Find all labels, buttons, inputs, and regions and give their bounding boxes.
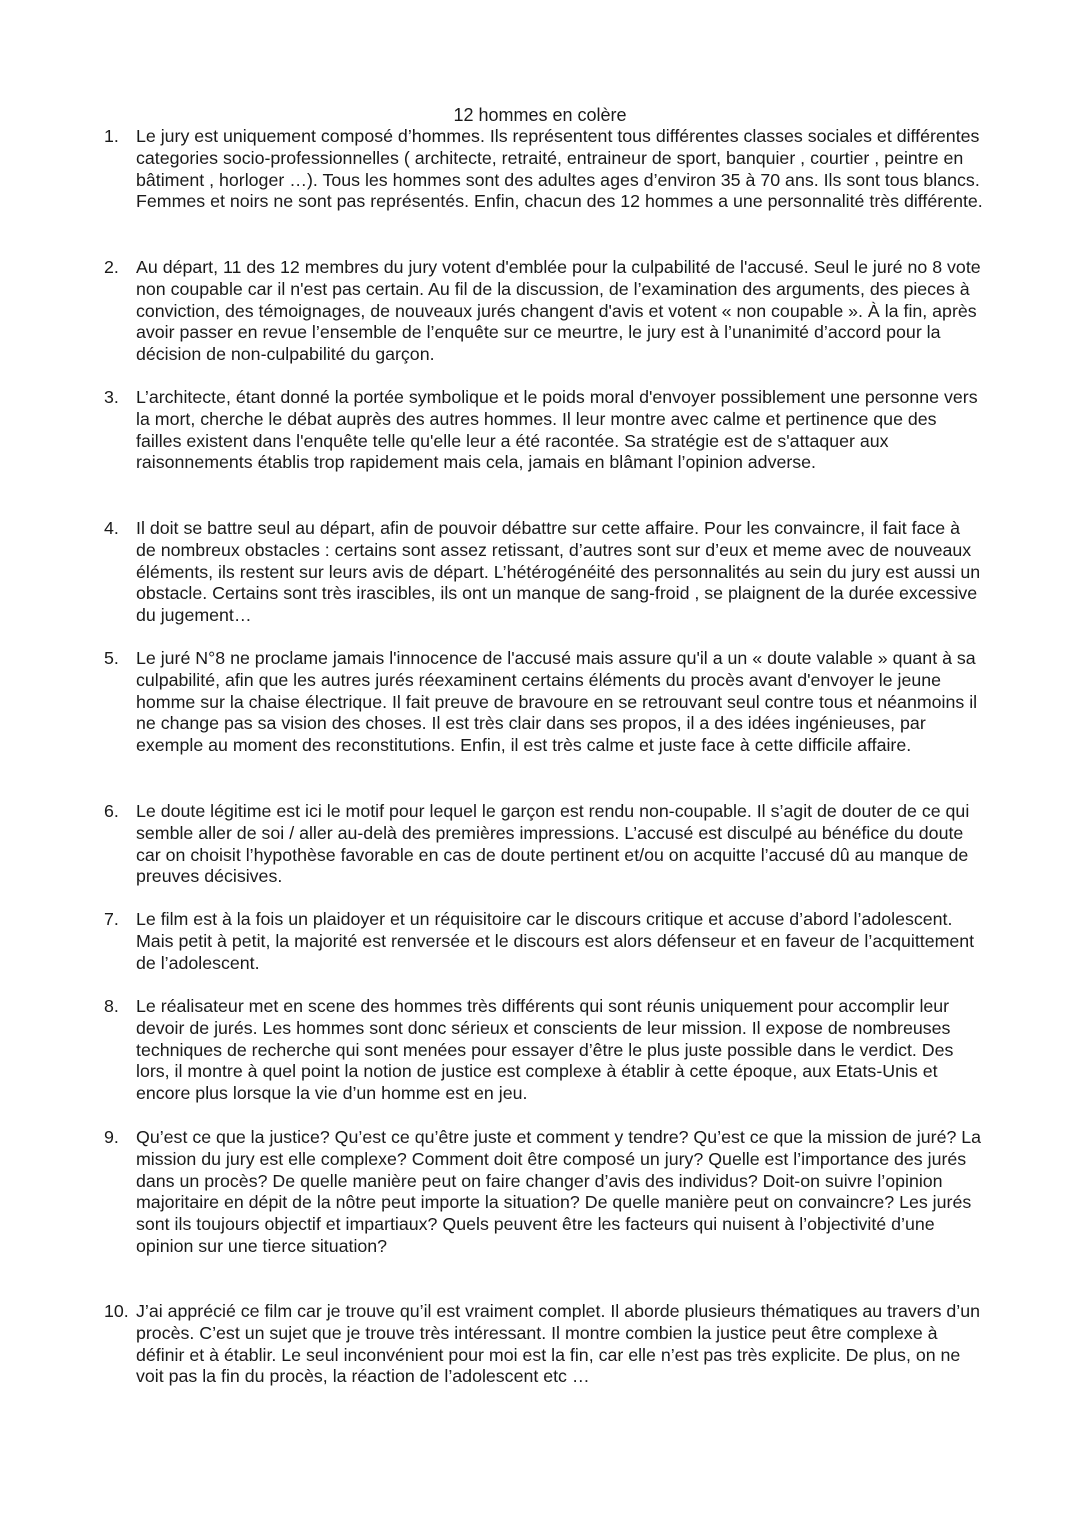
list-item-text: Le film est à la fois un plaidoyer et un réquisitoire car le discours critique et accuse d’abord l’adolescent. Mais petit à petit, la majorité est renversée et le discours est alors défenseur et en faveur de l’acquittement de l’adolescent.: [136, 909, 975, 973]
list-item-9: [104, 1127, 984, 1258]
list-item-10: [104, 1301, 984, 1388]
list-item-8: [104, 996, 984, 1105]
list-item-number: 3.: [104, 387, 119, 407]
document-title: 12 hommes en colère: [453, 105, 627, 125]
list-item-number: 2.: [104, 257, 119, 277]
list-item-text: Le réalisateur met en scene des hommes très différents qui sont réunis uniquement pour accomplir leur devoir de jurés. Les hommes sont donc sérieux et conscients de leur mission. Il expose de nombreuses techniques de recherche qui sont menées pour essayer d’être le plus juste possible dans le verdict. Des lors, il montre à quel point la notion de justice est complexe à établir à cette époque, aux Etats-Unis et encore plus lorsque la vie d’un homme est en jeu.: [136, 996, 954, 1104]
list-item-4: [104, 518, 984, 627]
list-item-number: 9.: [104, 1127, 119, 1147]
list-item-1: [104, 126, 984, 213]
list-item-text: Le juré N°8 ne proclame jamais l'innocence de l'accusé mais assure qu'il a un « doute valable » quant à sa culpabilité, afin que les autres jurés réexaminent certains éléments du procès avant d'envoyer le jeune homme sur la chaise électrique. Il fait preuve de bravoure en se retrouvant seul contre tous et néanmoins il ne change pas sa vision des choses. Il est très clair dans ses propos, il a des idées ingénieuses, par exemple au moment des reconstitutions. Enfin, il est très calme et juste face à cette difficile affaire.: [136, 648, 978, 756]
list-item-text: Le doute légitime est ici le motif pour lequel le garçon est rendu non-coupable. Il s’agit de douter de ce qui semble aller de soi / aller au-delà des premières impressions. L’accusé est disculpé au bénéfice du doute car on choisit l’hypothèse favorable en cas de doute pertinent et/ou on acquitte l’accusé dû au manque de preuves décisives.: [136, 801, 970, 887]
list-item-6: [104, 801, 984, 888]
list-item-number: 8.: [104, 996, 119, 1016]
list-item-5: [104, 648, 984, 757]
list-item-text: L’architecte, étant donné la portée symbolique et le poids moral d'envoyer possiblement une personne vers la mort, cherche le débat auprès des autres hommes. Il leur montre avec calme et pertinence que des failles existent dans l'enquête telle qu'elle leur a été racontée. Sa stratégie est de s'attaquer aux raisonnements établis trop rapidement mais cela, jamais en blâmant l’opinion adverse.: [136, 387, 978, 473]
list-item-number: 5.: [104, 648, 119, 668]
list-item-text: Au départ, 11 des 12 membres du jury votent d'emblée pour la culpabilité de l'accusé. Seul le juré no 8 vote non coupable car il n'est pas certain. Au fil de la discussion, de l’examination des arguments, des pieces à conviction, des témoignages, de nouveaux jurés changent d'avis et votent « non coupable ». À la fin, après avoir passer en revue l’ensemble de l’enquête sur ce meurtre, le jury est à l’unanimité d’accord pour la décision de non-culpabilité du garçon.: [136, 257, 981, 365]
list-item-2: [104, 257, 984, 366]
list-item-text: J’ai apprécié ce film car je trouve qu’il est vraiment complet. Il aborde plusieurs thématiques au travers d’un procès. C’est un sujet que je trouve très intéressant. Il montre combien la justice peut être complexe à définir et à établir. Le seul inconvénient pour moi est la fin, car elle n’est pas très explicite. De plus, on ne voit pas la fin du procès, la réaction de l’adolescent etc …: [136, 1301, 981, 1387]
list-item-number: 6.: [104, 801, 119, 821]
list-item-text: Le jury est uniquement composé d’hommes. Ils représentent tous différentes classes sociales et différentes categories socio-professionnelles ( architecte, retraité, entraineur de sport, banquier , courtier , peintre en bâtiment , horloger …). Tous les hommes sont des adultes ages d’environ 35 à 70 ans. Ils sont tous blancs. Femmes et noirs ne sont pas représentés. Enfin, chacun des 12 hommes a une personnalité très différente.: [136, 126, 983, 212]
list-item-number: 7.: [104, 909, 119, 929]
list-item-text: Qu’est ce que la justice? Qu’est ce qu’être juste et comment y tendre? Qu’est ce que la mission de juré? La mission du jury est elle complexe? Comment doit être composé un jury? Quelle est l’importance des jurés dans un procès? De quelle manière peut on faire changer d’avis des individus? Doit-on suivre l’opinion majoritaire en dépit de la nôtre peut importe la situation? De quelle manière peut on convaincre? Les jurés sont ils toujours objectif et impartiaux? Quels peuvent être les facteurs qui nuisent à l’objectivité d’une opinion sur une tierce situation?: [136, 1127, 982, 1256]
list-item-3: [104, 387, 984, 474]
list-item-number: 10.: [104, 1301, 129, 1321]
list-item-number: 4.: [104, 518, 119, 538]
list-item-7: [104, 909, 984, 974]
list-item-number: 1.: [104, 126, 119, 146]
list-item-text: Il doit se battre seul au départ, afin de pouvoir débattre sur cette affaire. Pour les convaincre, il fait face à de nombreux obstacles : certains sont assez retissant, d’autres sont sur d’eux et meme avec de nouveaux éléments, ils restent sur leurs avis de départ. L’hétérogénéité des personnalités au sein du jury est aussi un obstacle. Certains sont très irascibles, ils ont un manque de sang-froid , se plaignent de la durée excessive du jugement…: [136, 518, 981, 626]
